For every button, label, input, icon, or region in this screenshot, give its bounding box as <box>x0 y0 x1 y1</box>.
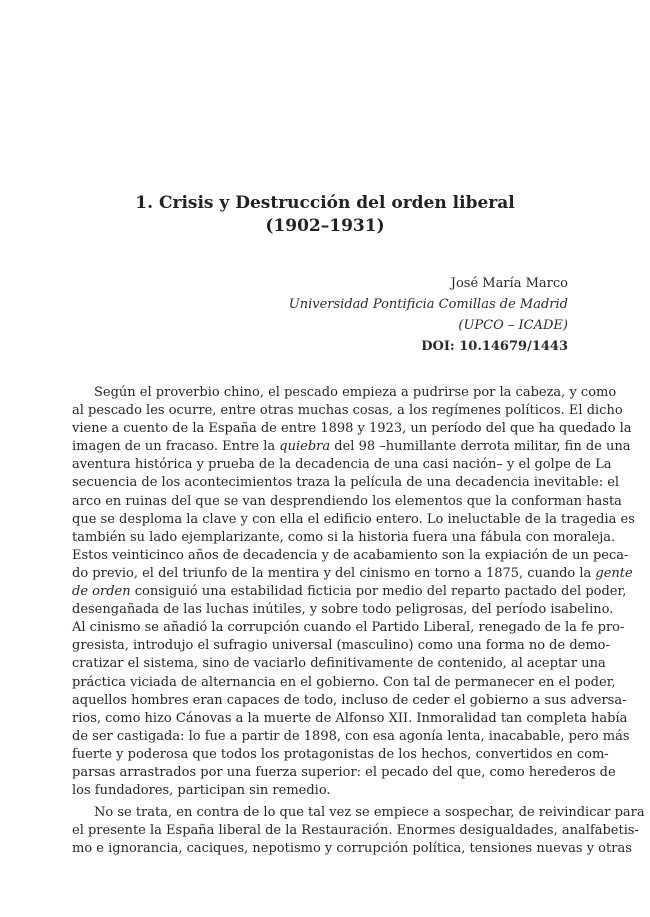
text-line: también su lado ejemplarizante, como si la historia fuera una fábula con moraleja. <box>72 529 616 545</box>
chapter-title-line-2: (1902–1931) <box>265 216 385 236</box>
text-line: gresista, introdujo el sufragio universal (masculino) como una forma no de demo- <box>72 638 610 654</box>
text-segment: del 98 –humillante derrota militar, fin de una <box>330 439 631 455</box>
doi-label: DOI: 10.14679/1443 <box>421 339 568 354</box>
text-line: desengañada de las luchas inútiles, y sobre todo peligrosas, del período isabelino. <box>72 602 614 618</box>
text-line: aventura histórica y prueba de la decadencia de una casi nación– y el golpe de La <box>72 457 612 473</box>
body-text <box>72 384 645 858</box>
paragraph-2 <box>72 804 645 858</box>
author-block <box>148 273 568 357</box>
paragraph-1 <box>72 384 635 800</box>
emphasis-gente: gente <box>595 565 633 581</box>
chapter-title <box>70 192 580 238</box>
text-line: los fundadores, participan sin remedio. <box>72 783 331 799</box>
text-line: de ser castigada: lo fue a partir de 1898, con esa agonía lenta, inacabable, pero más <box>72 728 630 744</box>
text-line: el presente la España liberal de la Restauración. Enormes desigualdades, analfabetis- <box>72 823 639 839</box>
text-segment: do previo, el del triunfo de la mentira y del cinismo en torno a 1875, cuando la <box>72 565 596 581</box>
text-line: Estos veinticinco años de decadencia y de acabamiento son la expiación de un peca- <box>72 547 629 563</box>
text-line: que se desploma la clave y con ella el edificio entero. Lo ineluctable de la tragedia es <box>72 511 635 527</box>
text-line: mo e ignorancia, caciques, nepotismo y corrupción política, tensiones nuevas y otras <box>72 841 632 857</box>
text-segment: consiguió una estabilidad ficticia por medio del reparto pactado del poder, <box>130 584 627 600</box>
text-line: parsas arrastrados por una fuerza superior: el pecado del que, como herederos de <box>72 764 616 780</box>
author-affiliation-abbr: (UPCO – ICADE) <box>458 318 568 333</box>
text-line: secuencia de los acontecimientos traza la película de una decadencia inevitable: el <box>72 475 620 491</box>
chapter-title-line-1: 1. Crisis y Destrucción del orden liberal <box>135 193 515 213</box>
text-line: Al cinismo se añadió la corrupción cuando el Partido Liberal, renegado de la fe pro- <box>72 620 625 636</box>
text-line: fuerte y poderosa que todos los protagonistas de los hechos, convertidos en com- <box>72 746 609 762</box>
text-line <box>72 583 627 601</box>
text-line: práctica viciada de alternancia en el gobierno. Con tal de permanecer en el poder, <box>72 674 616 690</box>
text-line: viene a cuento de la España de entre 1898 y 1923, un período del que ha quedado la <box>72 421 632 437</box>
text-line: al pescado les ocurre, entre otras muchas cosas, a los regímenes políticos. El dicho <box>72 403 623 419</box>
text-line: rios, como hizo Cánovas a la muerte de Alfonso XII. Inmoralidad tan completa había <box>72 710 628 726</box>
author-affiliation: Universidad Pontificia Comillas de Madrid <box>288 297 568 312</box>
text-line: aquellos hombres eran capaces de todo, incluso de ceder el gobierno a sus adversa- <box>72 692 627 708</box>
text-line <box>72 565 633 583</box>
author-name: José María Marco <box>450 276 568 291</box>
emphasis-de-orden: de orden <box>72 584 131 600</box>
text-line: No se trata, en contra de lo que tal vez se empiece a sospechar, de reivindicar para <box>94 805 645 821</box>
text-line: cratizar el sistema, sino de vaciarlo definitivamente de contenido, al aceptar una <box>72 656 606 672</box>
text-line: arco en ruinas del que se van desprendiendo los elementos que la conforman hasta <box>72 493 622 509</box>
text-segment: imagen de un fracaso. Entre la <box>72 439 280 455</box>
emphasis-quiebra: quiebra <box>279 439 331 455</box>
text-line: Según el proverbio chino, el pescado empieza a pudrirse por la cabeza, y como <box>94 385 617 400</box>
text-line <box>72 438 631 456</box>
